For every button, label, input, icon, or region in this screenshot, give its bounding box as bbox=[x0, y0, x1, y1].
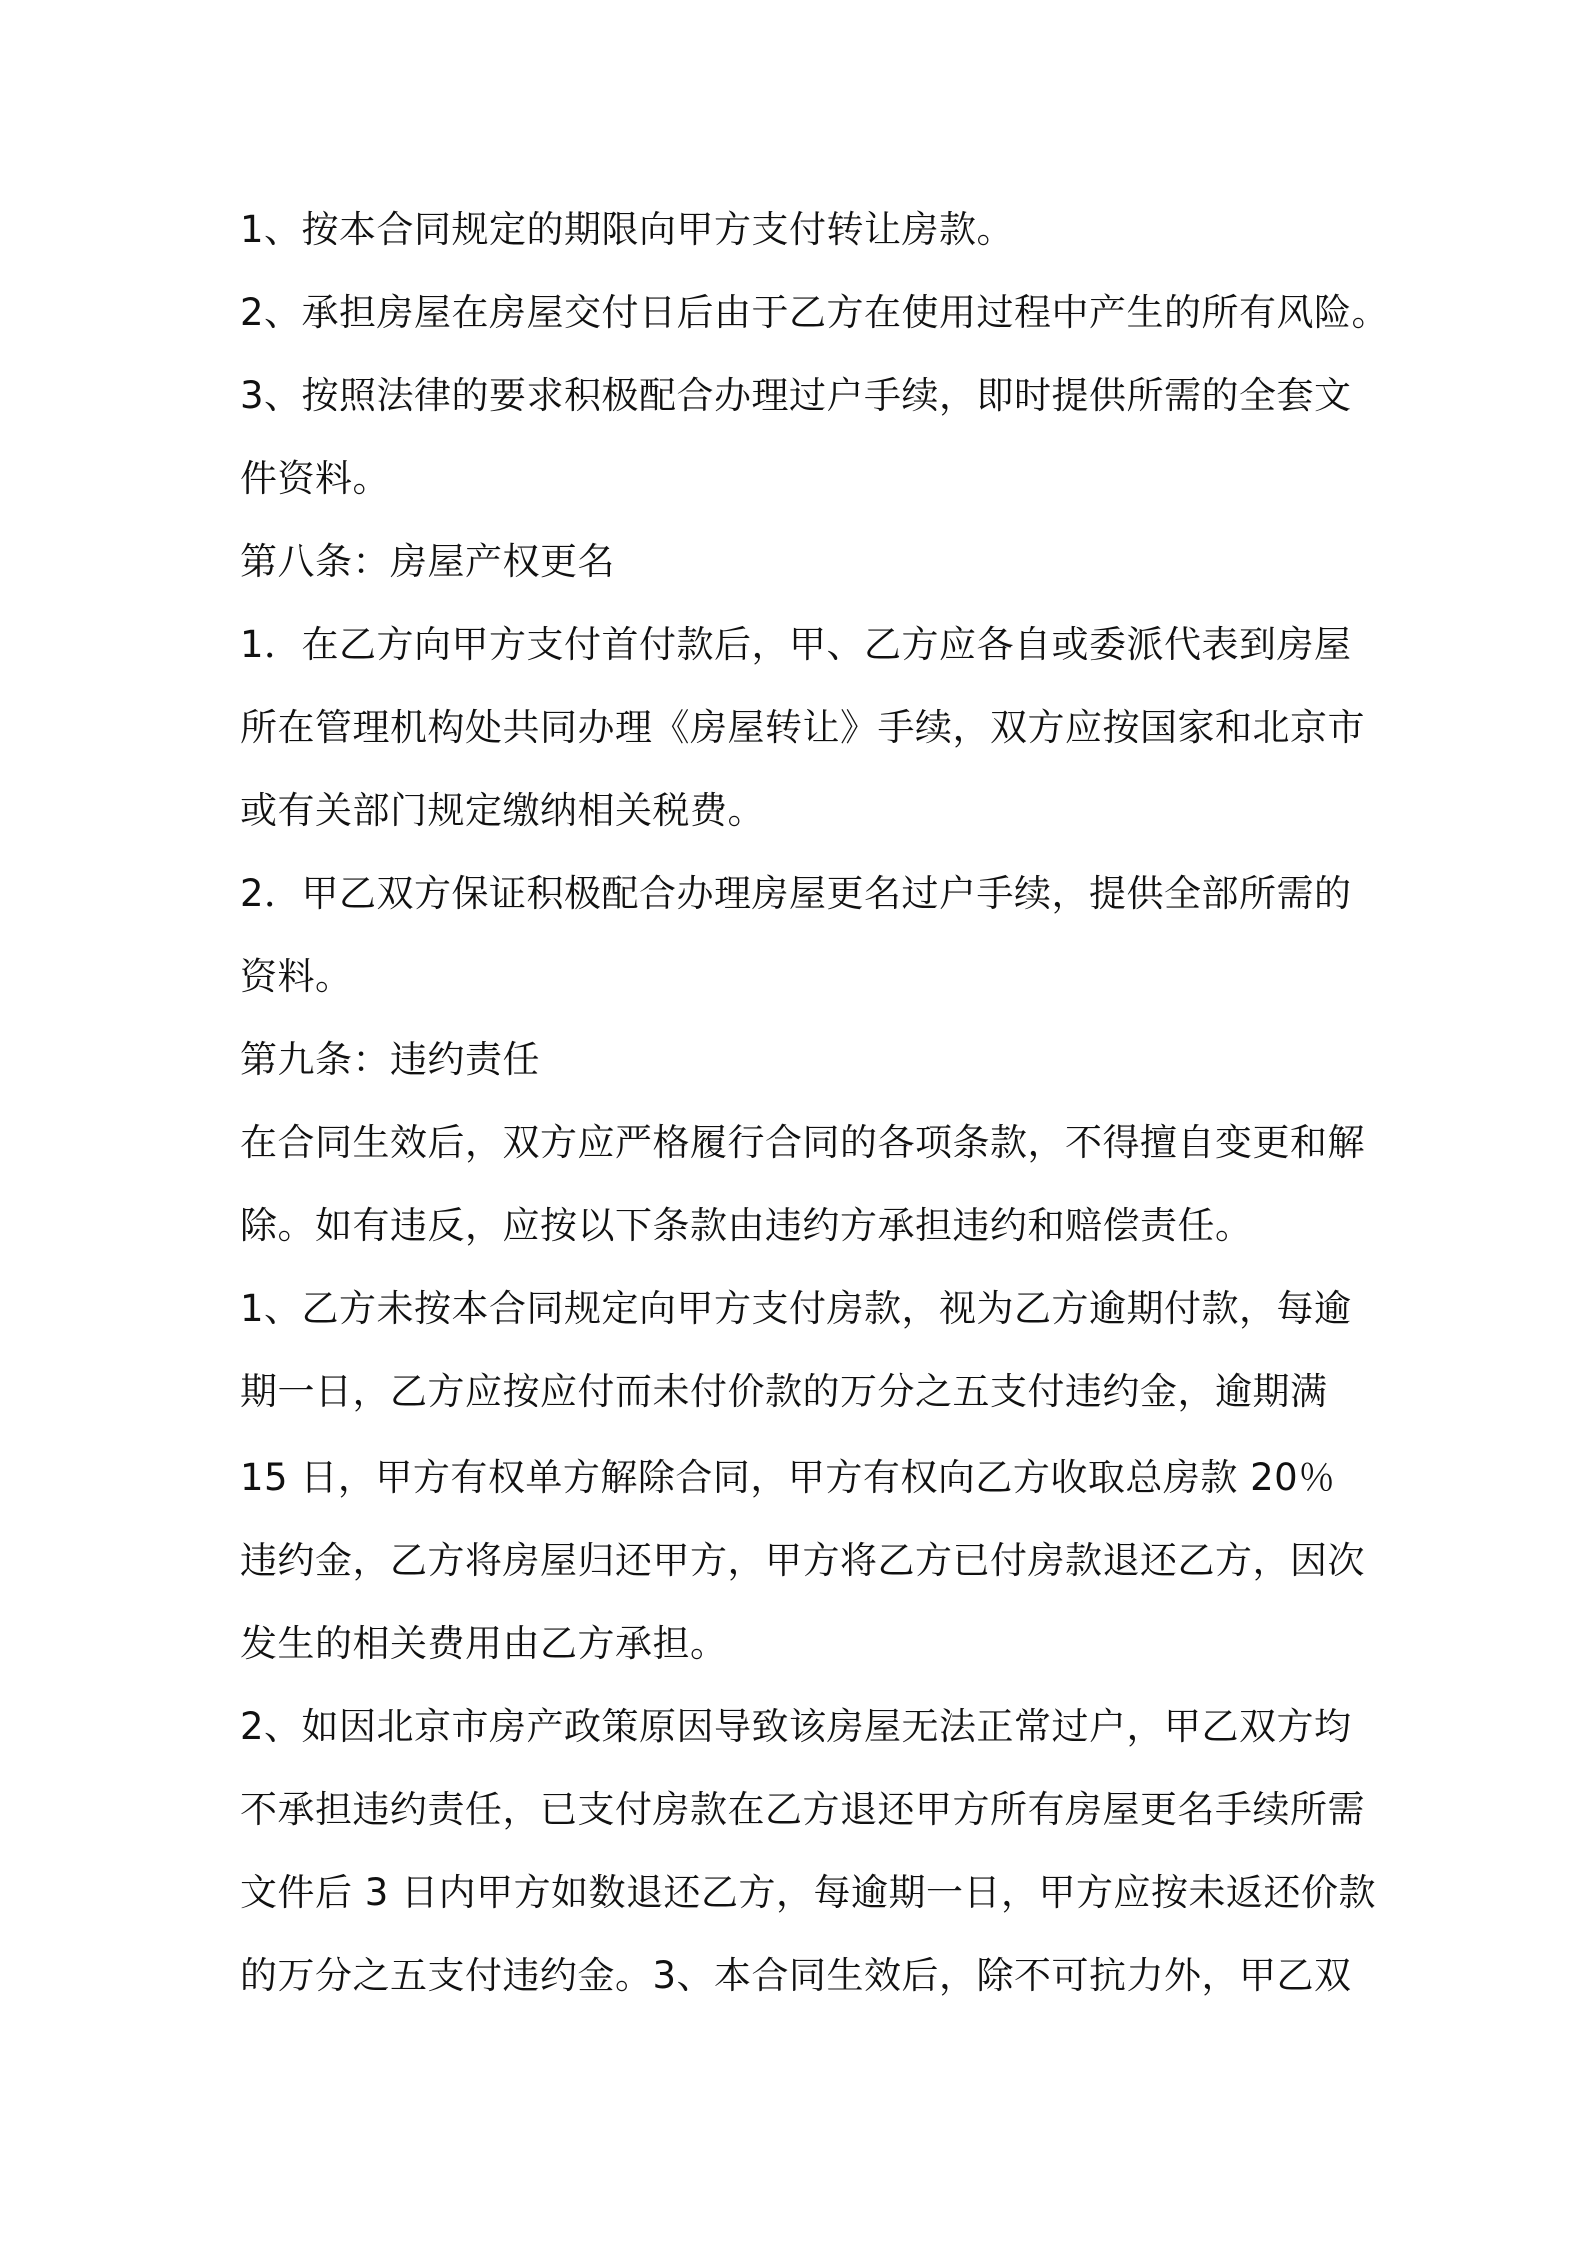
obligation-item-3: 3、按照法律的要求积极配合办理过户手续，即时提供所需的全套文 bbox=[240, 374, 1352, 417]
article-9-clause-2: 2、如因北京市房产政策原因导致该房屋无法正常过户，甲乙双方均 bbox=[240, 1705, 1352, 1748]
article-9-clause-1-cont: 违约金，乙方将房屋归还甲方，甲方将乙方已付房款退还乙方，因次 bbox=[240, 1539, 1365, 1582]
section-heading-article-8: 第八条：房屋产权更名 bbox=[240, 540, 615, 583]
article-9-clause-2-cont: 文件后 3 日内甲方如数退还乙方，每逾期一日，甲方应按未返还价款 bbox=[240, 1871, 1377, 1914]
article-8-clause-2-cont: 资料。 bbox=[240, 955, 353, 998]
article-9-clause-1-cont: 期一日，乙方应按应付而未付价款的万分之五支付违约金，逾期满 bbox=[240, 1370, 1328, 1413]
article-9-intro: 在合同生效后，双方应严格履行合同的各项条款，不得擅自变更和解 bbox=[240, 1121, 1365, 1164]
article-8-clause-2: 2．甲乙双方保证积极配合办理房屋更名过户手续，提供全部所需的 bbox=[240, 872, 1352, 915]
article-8-clause-1: 1．在乙方向甲方支付首付款后，甲、乙方应各自或委派代表到房屋 bbox=[240, 623, 1352, 666]
article-9-clause-2-cont: 不承担违约责任，已支付房款在乙方退还甲方所有房屋更名手续所需 bbox=[240, 1788, 1365, 1831]
article-9-clause-2-cont: 的万分之五支付违约金。3、本合同生效后，除不可抗力外，甲乙双 bbox=[240, 1954, 1352, 1997]
article-9-clause-1-cont: 发生的相关费用由乙方承担。 bbox=[240, 1622, 728, 1665]
article-9-intro-cont: 除。如有违反，应按以下条款由违约方承担违约和赔偿责任。 bbox=[240, 1204, 1253, 1247]
article-8-clause-1-cont: 所在管理机构处共同办理《房屋转让》手续，双方应按国家和北京市 bbox=[240, 706, 1365, 749]
obligation-item-1: 1、按本合同规定的期限向甲方支付转让房款。 bbox=[240, 208, 1015, 251]
obligation-item-3-cont: 件资料。 bbox=[240, 457, 390, 500]
article-9-clause-1-cont: 15 日，甲方有权单方解除合同，甲方有权向乙方收取总房款 20％ bbox=[240, 1456, 1336, 1499]
article-8-clause-1-cont: 或有关部门规定缴纳相关税费。 bbox=[240, 789, 765, 832]
section-heading-article-9: 第九条：违约责任 bbox=[240, 1038, 540, 1081]
article-9-clause-1: 1、乙方未按本合同规定向甲方支付房款，视为乙方逾期付款，每逾 bbox=[240, 1287, 1352, 1330]
obligation-item-2: 2、承担房屋在房屋交付日后由于乙方在使用过程中产生的所有风险。 bbox=[240, 291, 1390, 334]
